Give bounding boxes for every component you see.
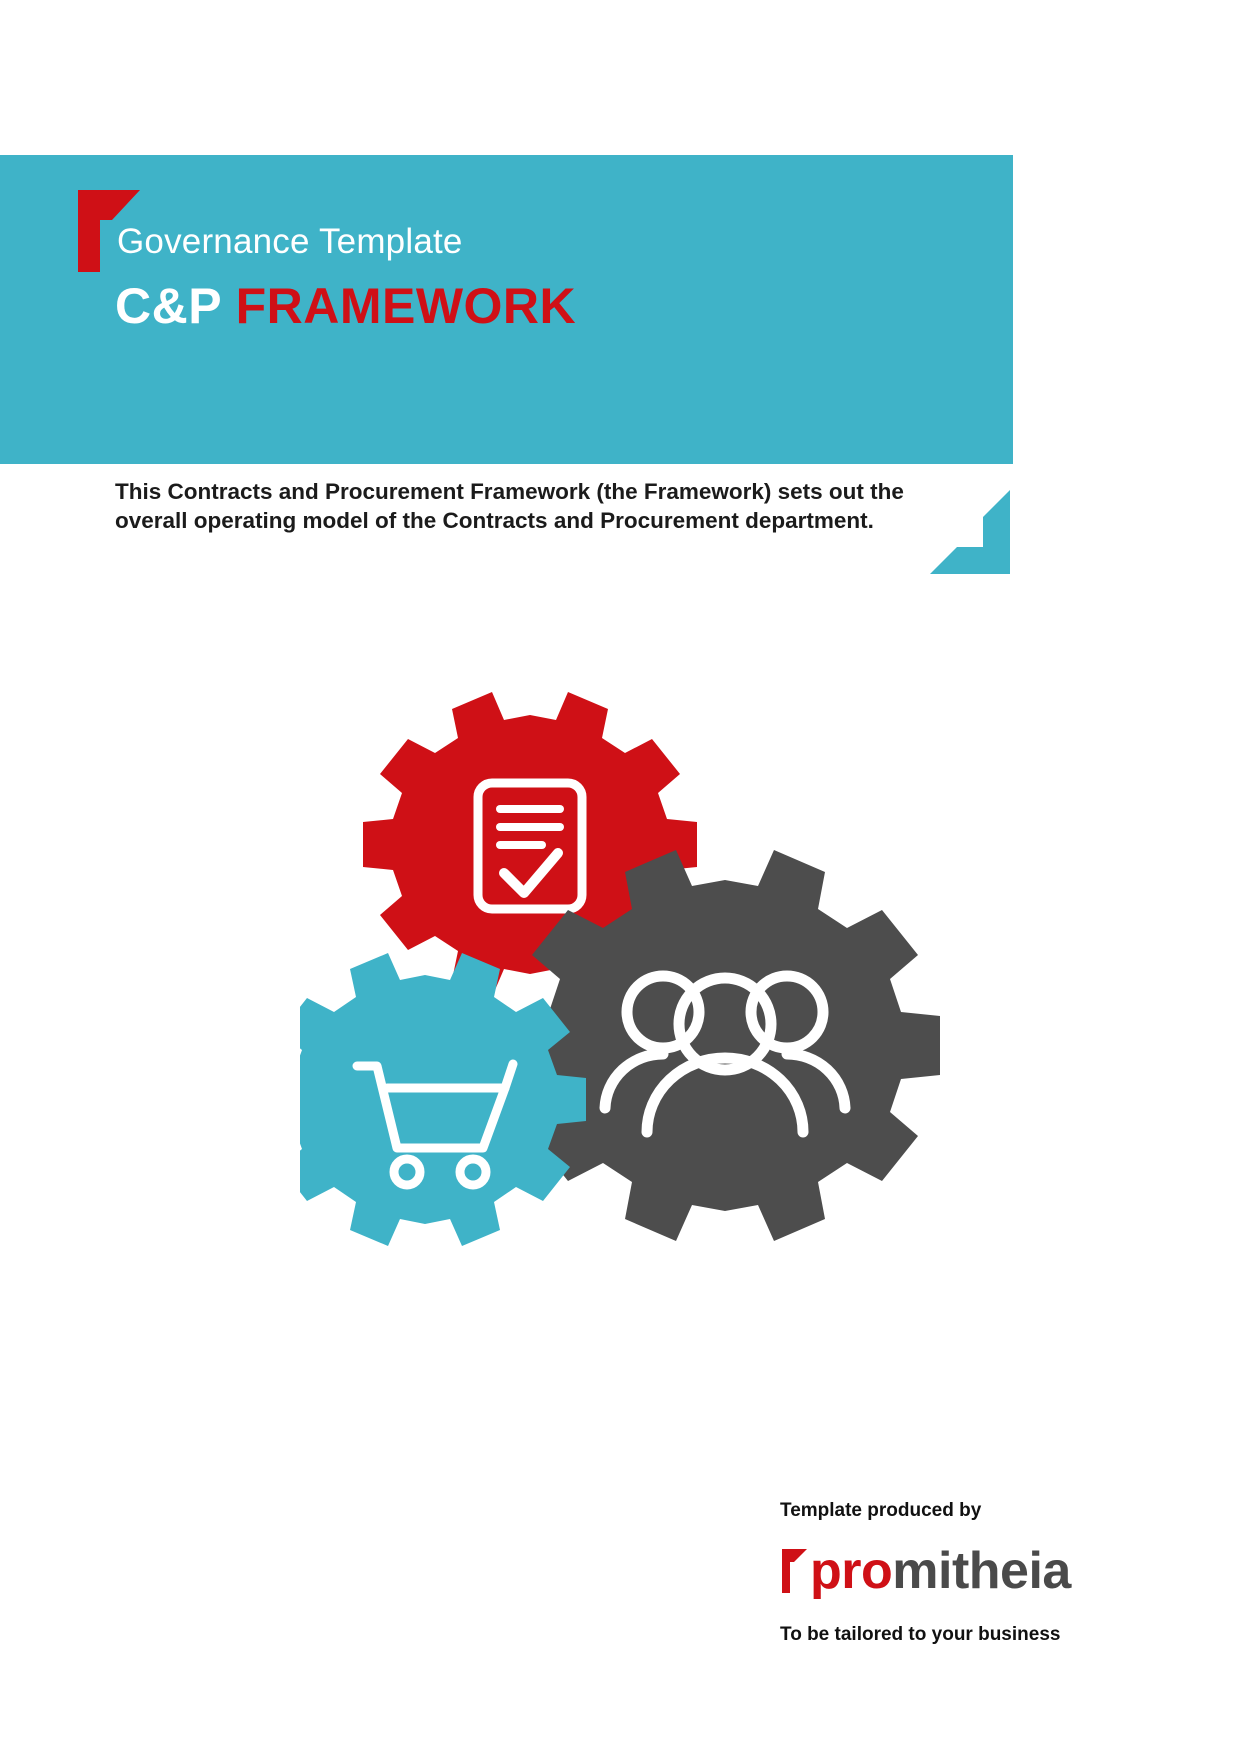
- corner-bracket-icon: [930, 490, 1010, 574]
- document-title: [115, 277, 576, 335]
- shopping-cart-gear: [300, 953, 586, 1246]
- brand-flag-icon: [782, 1549, 808, 1593]
- gears-illustration: [300, 680, 960, 1320]
- promitheia-logo: [782, 1540, 1180, 1602]
- brand-name-part-a: pro: [810, 1542, 893, 1600]
- footer-tagline: To be tailored to your business: [780, 1624, 1061, 1645]
- document-subtitle: Governance Template: [117, 222, 463, 261]
- brand-name: [810, 1542, 1071, 1600]
- footer: [780, 1500, 1180, 1646]
- intro-paragraph: This Contracts and Procurement Framework (the Framework) sets out the overall operating model of the Contracts and Procurement department.: [115, 479, 904, 533]
- title-part-b: FRAMEWORK: [235, 278, 577, 334]
- produced-by-label: Template produced by: [780, 1500, 982, 1521]
- title-part-a: C&P: [115, 278, 236, 334]
- brand-name-part-b: mitheia: [892, 1542, 1071, 1600]
